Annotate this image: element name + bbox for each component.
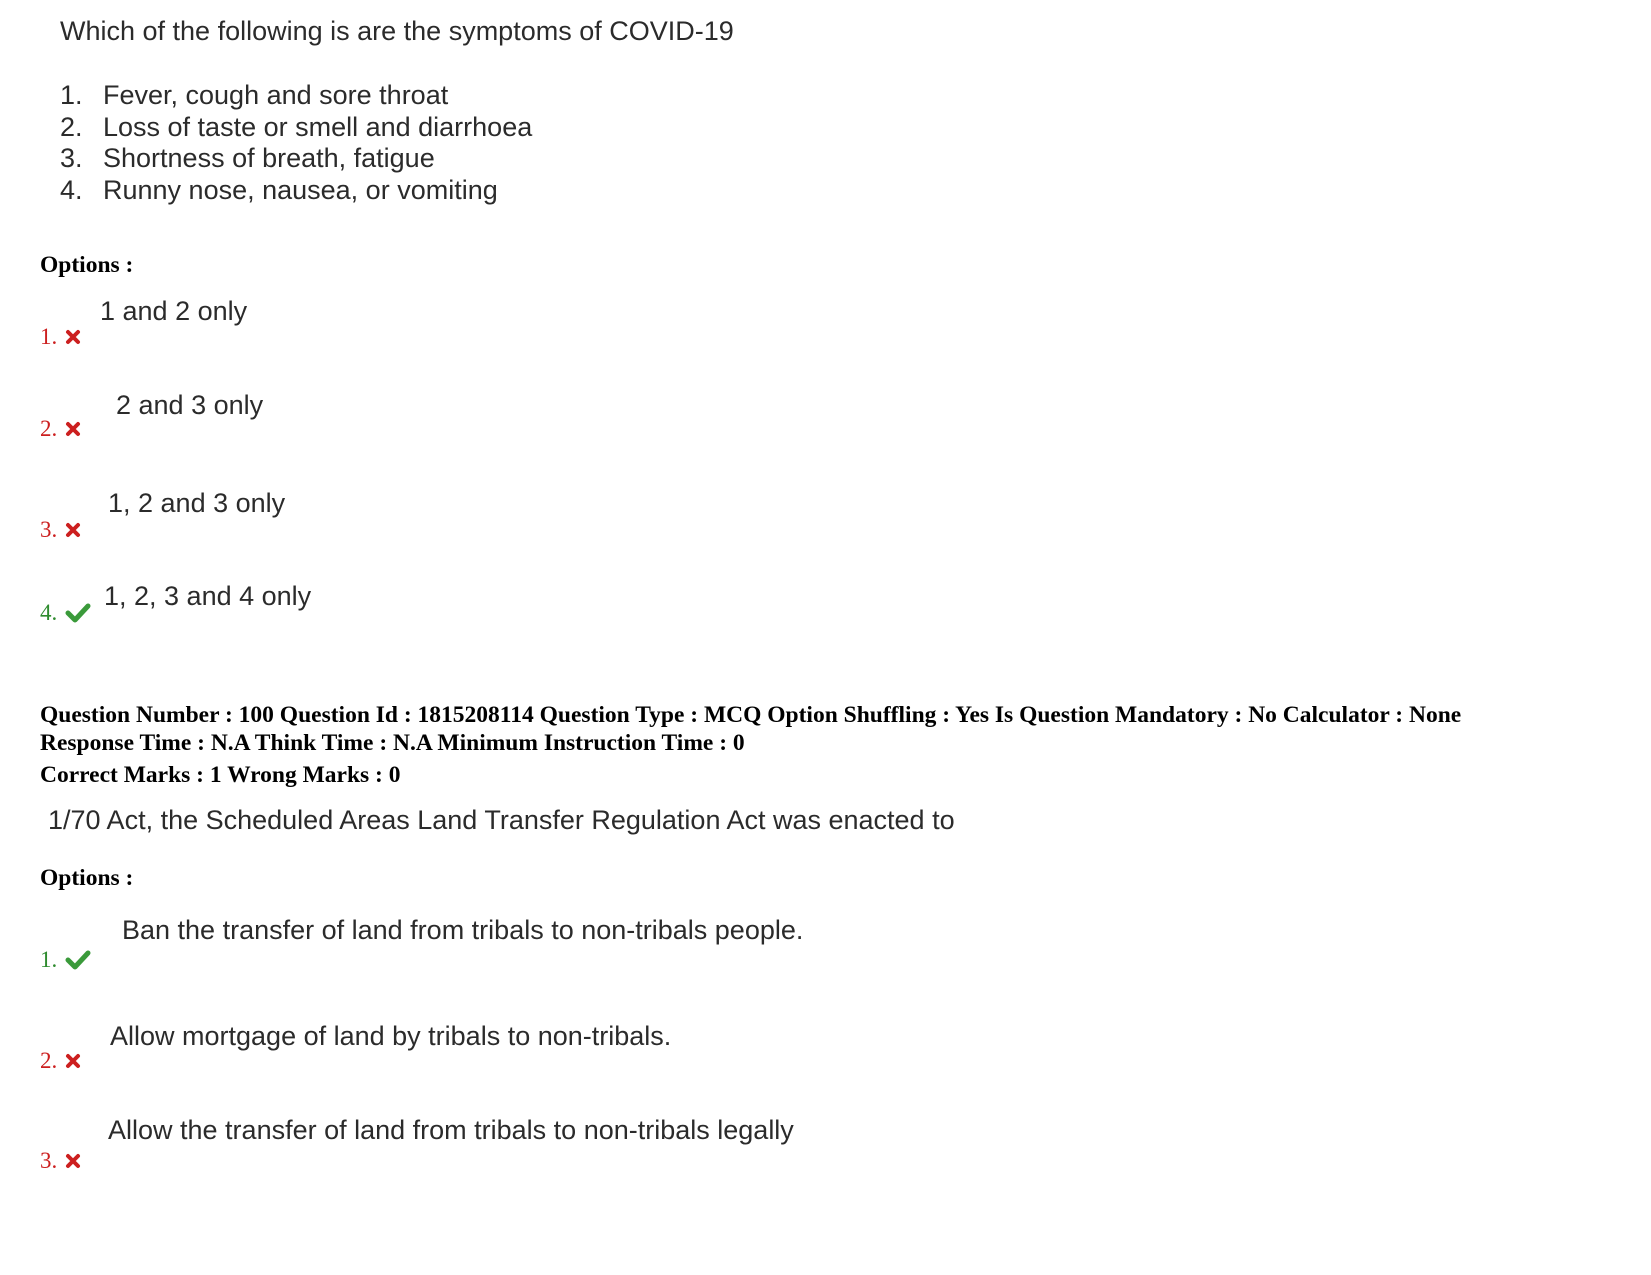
list-item-number: 4. [60,174,83,205]
option-number [40,1048,81,1074]
cross-icon [65,522,81,538]
cross-icon [65,1153,81,1169]
list-item [60,112,532,144]
list-item-number: 1. [60,80,83,110]
cross-icon [65,329,81,345]
options-label: Options : [40,252,134,278]
list-item-text: Runny nose, nausea, or vomiting [103,174,498,205]
question-text: 1/70 Act, the Scheduled Areas Land Transfer Regulation Act was enacted to [48,805,955,835]
option-text: 1, 2 and 3 only [108,488,286,518]
question-text: Which of the following is are the symptoms of COVID-19 [60,16,734,46]
list-item [60,175,532,207]
option-text: Allow mortgage of land by tribals to non-tribals. [110,1021,672,1051]
cross-icon [65,421,81,437]
question-meta-times: Response Time : N.A Think Time : N.A Minimum Instruction Time : 0 [40,730,745,756]
list-item [60,80,532,112]
list-item-number: 3. [60,143,83,173]
option-number-label: 3. [40,1148,58,1173]
check-icon [65,602,91,624]
option-text: 1 and 2 only [100,296,248,326]
option-text: 1, 2, 3 and 4 only [104,581,312,611]
option-number [40,416,81,442]
question-meta: Question Number : 100 Question Id : 1815208114 Question Type : MCQ Option Shuffling : Yes Is Question Mandatory : No Calculator : None [40,702,1462,728]
option-number [40,600,91,626]
symptom-list [60,80,532,206]
option-number [40,947,91,973]
cross-icon [65,1053,81,1069]
list-item-text: Loss of taste or smell and diarrhoea [103,111,533,142]
option-number-label: 1. [40,947,58,972]
option-number-label: 3. [40,517,58,542]
option-number-label: 2. [40,1048,58,1073]
question-marks: Correct Marks : 1 Wrong Marks : 0 [40,762,401,788]
option-text: Ban the transfer of land from tribals to non-tribals people. [122,915,804,945]
option-number-label: 2. [40,416,58,441]
option-text: Allow the transfer of land from tribals to non-tribals legally [108,1115,794,1145]
list-item-number: 2. [60,111,83,142]
list-item-text: Shortness of breath, fatigue [103,143,435,173]
check-icon [65,949,91,971]
options-label: Options : [40,865,134,891]
list-item [60,143,532,175]
option-number [40,1148,81,1174]
option-number [40,324,81,350]
option-number-label: 4. [40,600,58,625]
option-text: 2 and 3 only [116,390,264,420]
option-number [40,517,81,543]
option-number-label: 1. [40,324,58,349]
list-item-text: Fever, cough and sore throat [103,80,449,110]
